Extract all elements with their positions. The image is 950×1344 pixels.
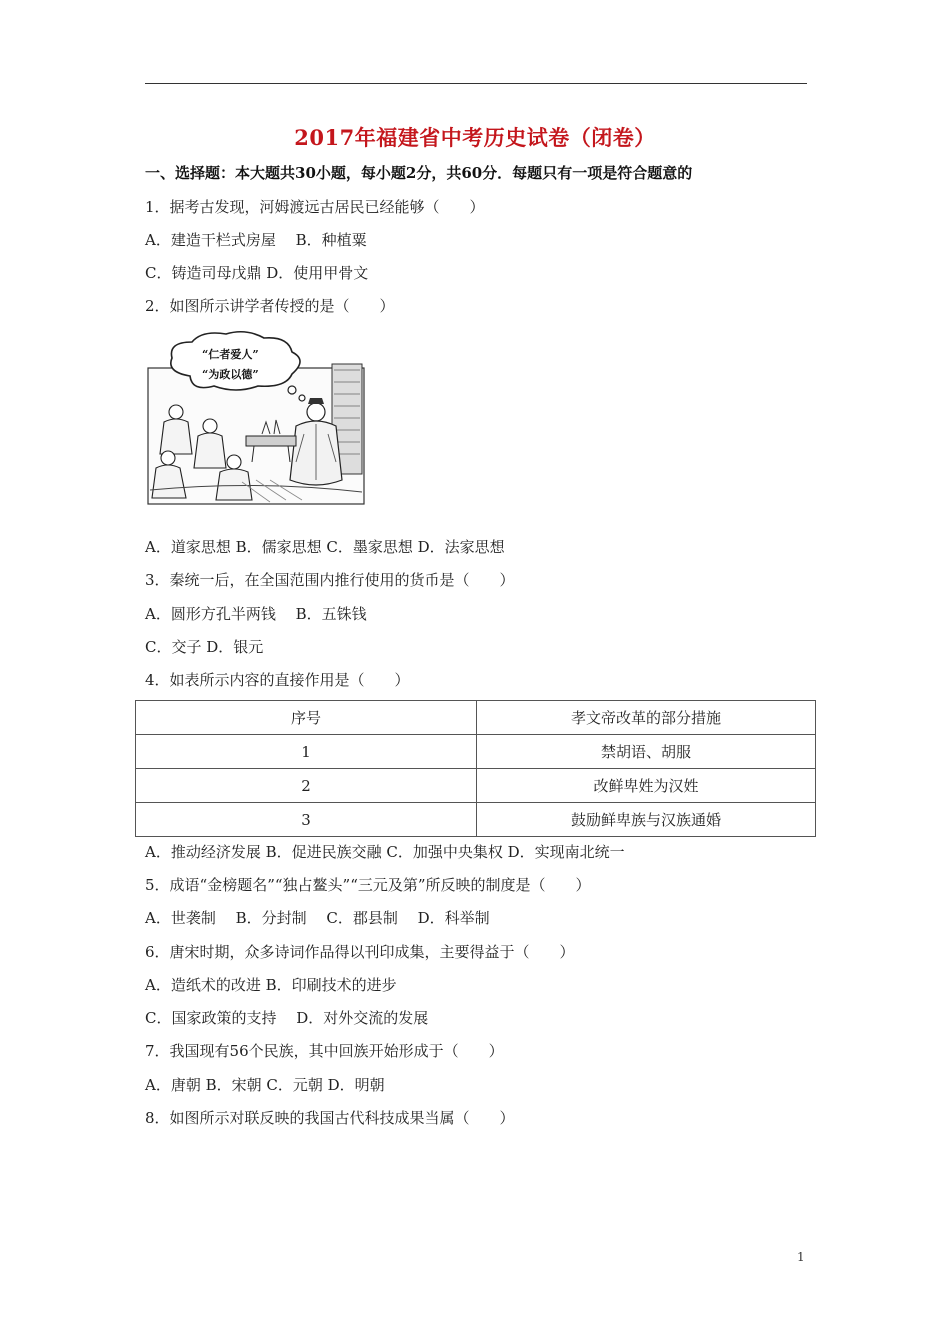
question-5-options: A．世袭制 B．分封制 C．郡县制 D．科举制	[145, 909, 490, 927]
page-title: 2017年福建省中考历史试卷（闭卷）	[294, 125, 656, 150]
question-2-stem: 2．如图所示讲学者传授的是（ ）	[145, 297, 395, 315]
question-1-options-ab: A．建造干栏式房屋 B．种植粟	[145, 231, 367, 249]
student-body	[194, 433, 226, 468]
table-cell: 鼓励鲜卑族与汉族通婚	[477, 803, 816, 837]
question-3-options-ab: A．圆形方孔半两钱 B．五铢钱	[145, 605, 367, 623]
bubble-quote-1: “仁者爱人”	[202, 348, 259, 361]
question-1-stem: 1．据考古发现，河姆渡远古居民已经能够（ ）	[145, 198, 485, 216]
student-body	[160, 419, 192, 454]
table-cell: 2	[136, 769, 477, 803]
question-6-stem: 6．唐宋时期，众多诗词作品得以刊印成集，主要得益于（ ）	[145, 943, 575, 961]
table-cell: 1	[136, 735, 477, 769]
table-cell: 改鲜卑姓为汉姓	[477, 769, 816, 803]
question-4-stem: 4．如表所示内容的直接作用是（ ）	[145, 671, 410, 689]
question-6-options-ab: A．造纸术的改进 B．印刷技术的进步	[145, 976, 397, 994]
bubble-dot	[288, 386, 296, 394]
student-head	[203, 419, 217, 433]
question-7-options: A．唐朝 B．宋朝 C．元朝 D．明朝	[145, 1076, 385, 1094]
student-body	[152, 465, 186, 498]
teacher-head	[307, 403, 325, 421]
teacher-hat	[308, 398, 324, 404]
table-cell: 禁胡语、胡服	[477, 735, 816, 769]
table-row	[136, 769, 816, 803]
table-header-cell: 孝文帝改革的部分措施	[477, 701, 816, 735]
table-cell: 3	[136, 803, 477, 837]
page-number: 1	[797, 1250, 805, 1264]
table-row	[136, 803, 816, 837]
question-2-options: A．道家思想 B．儒家思想 C．墨家思想 D．法家思想	[145, 538, 505, 556]
bubble-dot	[299, 395, 305, 401]
table-header-row	[136, 701, 816, 735]
student-head	[169, 405, 183, 419]
lecture-table	[246, 436, 296, 446]
question-3-options-cd: C．交子 D．银元	[145, 638, 264, 656]
question-3-stem: 3．秦统一后，在全国范围内推行使用的货币是（ ）	[145, 571, 515, 589]
table-row	[136, 735, 816, 769]
question-4-options: A．推动经济发展 B．促进民族交融 C．加强中央集权 D．实现南北统一	[145, 843, 625, 861]
bubble-quote-2: “为政以德”	[202, 368, 259, 381]
question-5-stem: 5．成语“金榜题名”“独占鳌头”“三元及第”所反映的制度是（ ）	[145, 876, 591, 894]
section-heading: 一、选择题：本大题共30小题，每小题2分，共60分．每题只有一项是符合题意的	[145, 164, 693, 182]
student-body	[216, 469, 252, 500]
question-1-options-cd: C．铸造司母戊鼎 D．使用甲骨文	[145, 264, 369, 282]
question-6-options-cd: C．国家政策的支持 D．对外交流的发展	[145, 1009, 429, 1027]
question-8-stem: 8．如图所示对联反映的我国古代科技成果当属（ ）	[145, 1109, 515, 1127]
student-head	[227, 455, 241, 469]
header-rule	[145, 83, 807, 84]
student-head	[161, 451, 175, 465]
lecture-illustration	[146, 330, 368, 506]
table-header-cell: 序号	[136, 701, 477, 735]
reform-measures-table	[135, 700, 816, 837]
question-7-stem: 7．我国现有56个民族，其中回族开始形成于（ ）	[145, 1042, 504, 1060]
